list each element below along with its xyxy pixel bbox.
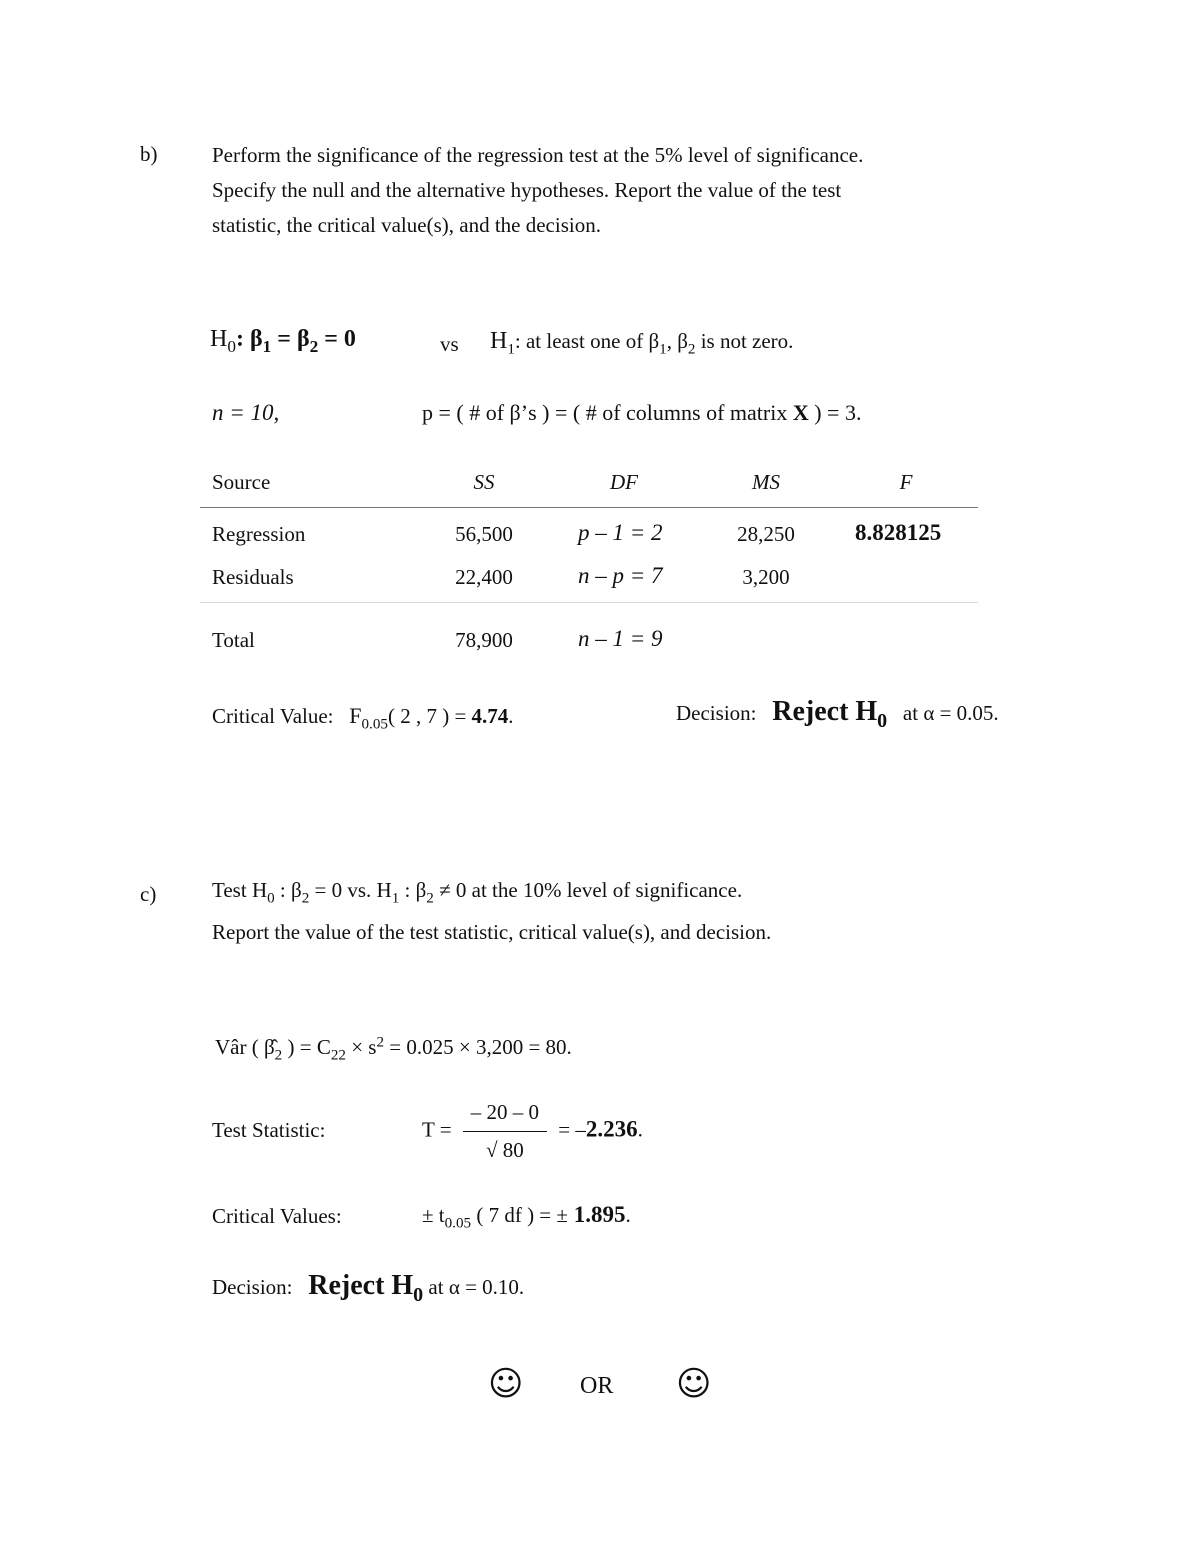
variance-equation: Vâr ( $\betâ_2$ ) = $C_{22} \times s^2 = 0.025 \times 3,200 = 80$. [215, 1034, 572, 1064]
t-numerator: – 20 – 0 [463, 1100, 547, 1132]
test-statistic-equation: T = $\frac{- 20 - 0}{√ 80}$ = –2.236. [422, 1100, 643, 1162]
p-value-line: p = ( # of β’s ) = ( # of columns of matrix X ) = 3. [422, 400, 862, 425]
critical-values-label: Critical Values: [212, 1204, 342, 1228]
table-header-f: F [899, 470, 913, 494]
table-rule-bottom [200, 602, 978, 603]
table-cell-source: Total [212, 628, 255, 652]
table-header-ss: SS [473, 470, 495, 494]
decision-b: Decision: Reject $H_0$ at α = 0.05. [676, 696, 999, 732]
table-cell-ss: 22,400 [455, 565, 513, 589]
table-header-ms: MS [752, 470, 780, 494]
vs-text: vs [440, 332, 459, 356]
table-cell-ss: 78,900 [455, 628, 513, 652]
t-denominator: √ 80 [486, 1138, 524, 1162]
null-hypothesis: $H_0$: $\beta_1 = \beta_2 = 0$ [210, 326, 356, 357]
part-b-label: b) [140, 142, 158, 166]
smiley-icon: ☺ [488, 1364, 524, 1404]
part-c-question-line-1: Test $H_0$ : $\beta_2 = 0$ vs. $H_1$ : $\beta_2 \ne 0$ at the 10% level of significance. [212, 878, 743, 907]
t-statistic-value: 2.236 [585, 1116, 638, 1142]
table-cell-source: Regression [212, 522, 306, 546]
critical-value-b: Critical Value: $F_{0.05}$( 2 , 7 ) = 4.74. [212, 703, 514, 733]
part-b-question-line: statistic, the critical value(s), and the decision. [212, 213, 601, 237]
n-value: n = 10, [212, 400, 280, 425]
part-c-label: c) [140, 882, 157, 906]
smiley-icon: ☺ [676, 1364, 712, 1404]
critical-t-value: 1.895 [567, 1202, 626, 1227]
f-statistic-value: 8.828125 [855, 520, 942, 545]
table-cell-df: n – 1 = 9 [578, 626, 663, 651]
test-statistic-label: Test Statistic: [212, 1118, 326, 1142]
t-fraction [463, 1100, 547, 1163]
alternative-hypothesis: $H_1$: at least one of $\beta_1$, $\beta_2$ is not zero. [490, 328, 794, 358]
table-cell-source: Residuals [212, 565, 294, 589]
table-cell-ms: 3,200 [742, 565, 790, 589]
table-cell-ss: 56,500 [455, 522, 513, 546]
table-cell-ms: 28,250 [737, 522, 795, 546]
table-rule-top [200, 507, 978, 508]
or-text: OR [580, 1373, 614, 1399]
table-cell-df: p – 1 = 2 [578, 520, 663, 545]
table-header-df: DF [610, 470, 638, 494]
part-b-question-line: Perform the significance of the regression test at the 5% level of significance. [212, 143, 864, 167]
part-b-question [212, 138, 863, 243]
critical-values-equation: ± $t_{0.05}$ ( 7 df ) = ± 1.895. [422, 1202, 631, 1232]
table-header-source: Source [212, 470, 271, 494]
part-c-question-line-2: Report the value of the test statistic, critical value(s), and decision. [212, 920, 772, 944]
table-cell-df: n – p = 7 [578, 563, 663, 588]
decision-c: Decision: Reject $H_0$ at α = 0.10. [212, 1270, 525, 1306]
part-b-question-line: Specify the null and the alternative hypotheses. Report the value of the test [212, 178, 842, 202]
